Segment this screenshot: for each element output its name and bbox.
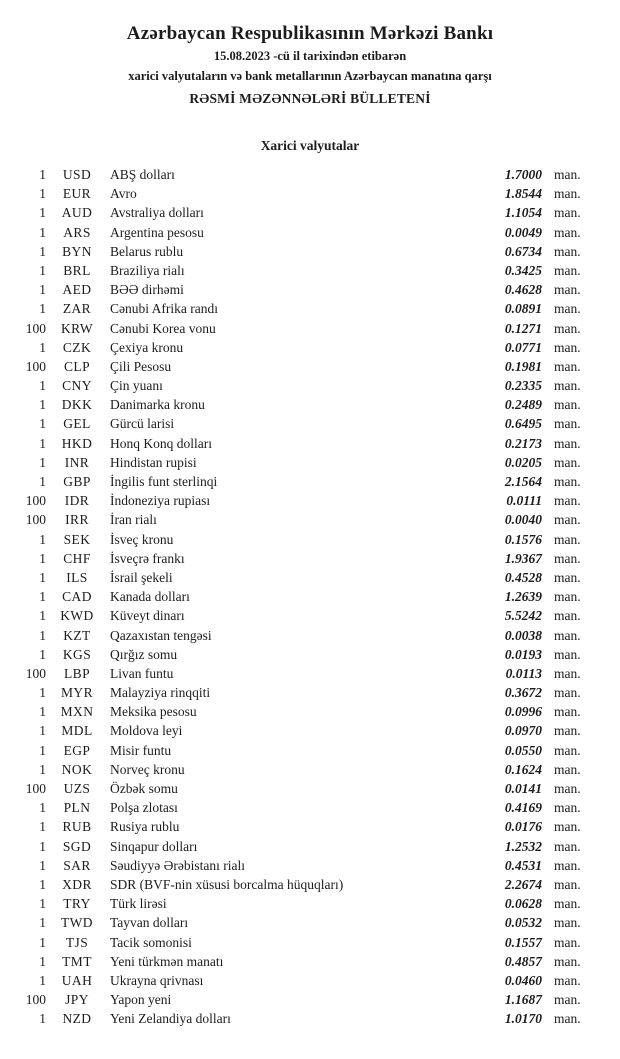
rate-value: 0.4169	[504, 800, 542, 816]
subject-line: xarici valyutaların və bank metallarının Azərbaycan manatına qarşı	[128, 69, 492, 83]
currency-name: Danimarka kronu	[110, 397, 205, 413]
currency-name: Belarus rublu	[110, 243, 184, 259]
currency-quantity: 1	[39, 627, 46, 643]
rate-value: 1.0170	[504, 1011, 542, 1027]
rate-value: 0.0891	[504, 301, 542, 317]
currency-code: CNY	[62, 378, 92, 394]
currency-code: TJS	[65, 934, 89, 950]
currency-name: Misir funtu	[110, 742, 172, 758]
unit-label: man.	[554, 569, 581, 585]
rate-value: 0.4628	[504, 282, 542, 298]
currency-code: ARS	[63, 224, 91, 240]
rate-value: 0.0532	[504, 915, 542, 931]
rate-value: 1.1687	[504, 992, 542, 1008]
currency-code: UZS	[63, 781, 91, 796]
currency-quantity: 1	[39, 723, 46, 739]
unit-label: man.	[554, 301, 581, 317]
rate-value: 0.0113	[505, 665, 542, 681]
rate-row	[0, 242, 620, 261]
currency-code: MXN	[60, 704, 94, 720]
rate-value: 0.0049	[504, 224, 542, 240]
rate-value: 0.0771	[504, 339, 542, 355]
rate-value: 1.8544	[504, 186, 542, 202]
rate-value: 0.0193	[504, 646, 542, 662]
unit-label: man.	[554, 454, 581, 470]
currency-code: TRY	[63, 896, 91, 912]
currency-name: Küveyt dinarı	[110, 608, 185, 624]
rate-value: 1.2639	[504, 589, 542, 605]
currency-name: Yeni Zelandiya dolları	[110, 1011, 231, 1027]
currency-name: İsveçrə frankı	[110, 550, 185, 566]
currency-quantity: 1	[39, 224, 46, 240]
rate-row	[0, 741, 620, 760]
currency-quantity: 1	[39, 397, 46, 413]
rate-value: 0.0038	[504, 627, 542, 643]
currency-code: GEL	[63, 416, 91, 432]
currency-quantity: 100	[25, 358, 46, 374]
currency-code: IDR	[64, 493, 90, 509]
currency-name: Sinqapur dolları	[110, 838, 198, 854]
currency-name: Avstraliya dolları	[110, 205, 204, 221]
currency-name: Cənubi Korea vonu	[110, 320, 216, 336]
currency-name: İsveç kronu	[110, 531, 174, 547]
rate-row	[0, 453, 620, 472]
unit-label: man.	[554, 378, 581, 394]
rate-row	[0, 510, 620, 529]
unit-label: man.	[554, 282, 581, 298]
currency-quantity: 1	[39, 896, 46, 912]
currency-code: NZD	[62, 1011, 92, 1027]
unit-label: man.	[554, 646, 581, 662]
rate-value: 0.0996	[504, 704, 542, 720]
unit-label: man.	[554, 876, 581, 892]
currency-code: TWD	[61, 915, 93, 931]
currency-quantity: 100	[25, 493, 46, 509]
currency-code: JPY	[65, 992, 89, 1008]
currency-name: Gürcü larisi	[110, 416, 175, 432]
currency-code: EGP	[63, 742, 91, 758]
exchange-rates-table	[0, 165, 620, 1028]
currency-quantity: 1	[39, 378, 46, 394]
rate-row	[0, 434, 620, 453]
rate-row	[0, 817, 620, 836]
rate-row	[0, 721, 620, 740]
currency-quantity: 100	[25, 665, 46, 681]
currency-code: CZK	[62, 339, 92, 355]
rate-value: 0.3672	[504, 685, 542, 701]
currency-name: Polşa zlotası	[110, 800, 178, 816]
rate-value: 0.1624	[504, 761, 542, 777]
rate-row	[0, 414, 620, 433]
effective-date-line: 15.08.2023 -cü il tarixindən etibarən	[213, 49, 407, 63]
currency-name: İndoneziya rupiası	[110, 493, 211, 509]
unit-label: man.	[554, 627, 581, 643]
unit-label: man.	[554, 339, 581, 355]
currency-name: Çexiya kronu	[110, 339, 184, 355]
rate-row	[0, 683, 620, 702]
rate-value: 0.6495	[504, 416, 542, 432]
currency-quantity: 1	[39, 243, 46, 259]
rate-row	[0, 952, 620, 971]
rate-row	[0, 798, 620, 817]
currency-quantity: 1	[39, 934, 46, 950]
rate-value: 0.0205	[504, 454, 542, 470]
currency-quantity: 1	[39, 838, 46, 854]
rate-row	[0, 338, 620, 357]
rate-row	[0, 203, 620, 222]
currency-name: Yeni türkmən manatı	[110, 953, 224, 969]
rate-row	[0, 971, 620, 990]
section-title-foreign-currencies: Xarici valyutalar	[260, 138, 360, 153]
unit-label: man.	[554, 550, 581, 566]
currency-code: AED	[62, 282, 92, 298]
rate-value: 0.1557	[504, 934, 542, 950]
rate-row	[0, 376, 620, 395]
unit-label: man.	[554, 972, 581, 988]
rate-value: 0.0176	[504, 819, 542, 835]
rate-row	[0, 261, 620, 280]
currency-code: UAH	[61, 972, 93, 988]
rate-row	[0, 568, 620, 587]
currency-code: RUB	[62, 819, 92, 835]
rate-value: 0.0141	[504, 781, 542, 796]
rate-value: 0.0460	[504, 972, 542, 988]
currency-code: ZAR	[62, 301, 92, 317]
rate-row	[0, 875, 620, 894]
rate-row	[0, 702, 620, 721]
currency-code: CLP	[64, 358, 90, 374]
rate-value: 0.0040	[504, 512, 542, 528]
currency-name: Çin yuanı	[110, 378, 163, 394]
rate-row	[0, 626, 620, 645]
unit-label: man.	[554, 608, 581, 624]
currency-quantity: 100	[25, 992, 46, 1008]
rate-row	[0, 395, 620, 414]
currency-quantity: 1	[39, 569, 46, 585]
unit-label: man.	[554, 761, 581, 777]
bulletin-title: RƏSMİ MƏZƏNNƏLƏRİ BÜLLETENİ	[189, 91, 431, 106]
currency-name: Özbək somu	[110, 781, 178, 796]
rate-row	[0, 223, 620, 242]
unit-label: man.	[554, 800, 581, 816]
currency-name: Avro	[110, 186, 137, 202]
currency-code: MYR	[61, 685, 93, 701]
currency-name: BƏƏ dirhəmi	[110, 282, 184, 298]
currency-code: GBP	[63, 474, 91, 489]
rate-value: 0.1981	[504, 358, 542, 374]
rate-row	[0, 894, 620, 913]
currency-code: BRL	[63, 262, 91, 278]
currency-code: IRR	[65, 512, 89, 528]
currency-code: SAR	[63, 857, 91, 873]
currency-code: SGD	[62, 838, 92, 854]
currency-quantity: 1	[39, 531, 46, 547]
currency-code: BYN	[62, 243, 92, 259]
currency-name: Çili Pesosu	[110, 358, 172, 374]
unit-label: man.	[554, 531, 581, 547]
rate-value: 0.6734	[504, 243, 542, 259]
rate-row	[0, 913, 620, 932]
rate-value: 2.2674	[504, 876, 542, 892]
unit-label: man.	[554, 1011, 581, 1027]
unit-label: man.	[554, 704, 581, 720]
currency-quantity: 1	[39, 205, 46, 221]
currency-quantity: 1	[39, 435, 46, 451]
currency-quantity: 1	[39, 416, 46, 432]
currency-code: ILS	[66, 569, 88, 585]
rate-row	[0, 587, 620, 606]
currency-name: Tacik somonisi	[110, 934, 192, 950]
currency-code: INR	[64, 454, 90, 470]
currency-quantity: 1	[39, 301, 46, 317]
unit-label: man.	[554, 512, 581, 528]
rate-row	[0, 779, 620, 798]
currency-quantity: 1	[39, 1011, 46, 1027]
currency-name: Qazaxıstan tengəsi	[110, 627, 212, 643]
bank-name-title: Azərbaycan Respublikasının Mərkəzi Bankı	[126, 23, 494, 44]
rate-row	[0, 280, 620, 299]
unit-label: man.	[554, 915, 581, 931]
currency-quantity: 100	[25, 320, 46, 336]
rate-value: 1.7000	[504, 167, 542, 182]
currency-name: Livan funtu	[110, 665, 174, 681]
rate-value: 0.1271	[504, 320, 542, 336]
unit-label: man.	[554, 857, 581, 873]
unit-label: man.	[554, 358, 581, 374]
currency-name: Malayziya rinqqiti	[110, 685, 211, 701]
currency-name: Honq Konq dolları	[110, 435, 212, 451]
unit-label: man.	[554, 838, 581, 854]
rate-value: 1.2532	[504, 838, 542, 854]
currency-name: ABŞ dolları	[110, 167, 175, 182]
currency-quantity: 1	[39, 685, 46, 701]
currency-name: Moldova leyi	[110, 723, 183, 739]
rate-row	[0, 549, 620, 568]
currency-quantity: 1	[39, 282, 46, 298]
rate-value: 0.4857	[504, 953, 542, 969]
currency-quantity: 1	[39, 800, 46, 816]
currency-code: EUR	[62, 186, 92, 202]
unit-label: man.	[554, 397, 581, 413]
unit-label: man.	[554, 186, 581, 202]
rate-row	[0, 357, 620, 376]
rate-value: 0.4531	[504, 857, 542, 873]
unit-label: man.	[554, 243, 581, 259]
currency-name: Yapon yeni	[110, 992, 172, 1008]
unit-label: man.	[554, 320, 581, 336]
currency-quantity: 1	[39, 608, 46, 624]
currency-code: LBP	[64, 665, 90, 681]
currency-name: Argentina pesosu	[110, 224, 204, 240]
currency-quantity: 1	[39, 857, 46, 873]
rate-value: 0.2489	[504, 397, 542, 413]
currency-name: İran rialı	[110, 512, 157, 528]
currency-name: Meksika pesosu	[110, 704, 197, 720]
currency-name: Rusiya rublu	[110, 819, 180, 835]
rate-value: 0.1576	[504, 531, 542, 547]
currency-name: Türk lirəsi	[110, 896, 167, 912]
unit-label: man.	[554, 781, 581, 796]
currency-quantity: 1	[39, 339, 46, 355]
currency-code: KRW	[61, 320, 93, 336]
currency-quantity: 100	[25, 781, 46, 796]
rate-row	[0, 645, 620, 664]
rate-value: 0.0111	[506, 493, 542, 509]
currency-quantity: 1	[39, 742, 46, 758]
rate-value: 5.5242	[504, 608, 542, 624]
unit-label: man.	[554, 665, 581, 681]
currency-quantity: 1	[39, 550, 46, 566]
currency-code: SEK	[63, 531, 91, 547]
currency-code: PLN	[63, 800, 91, 816]
unit-label: man.	[554, 685, 581, 701]
currency-quantity: 1	[39, 589, 46, 605]
rate-value: 0.0970	[504, 723, 542, 739]
currency-quantity: 1	[39, 474, 46, 489]
currency-name: SDR (BVF-nin xüsusi borcalma hüquqları)	[110, 876, 344, 892]
currency-code: NOK	[61, 761, 93, 777]
currency-quantity: 1	[39, 262, 46, 278]
rate-row	[0, 1009, 620, 1028]
currency-name: Ukrayna qrivnası	[110, 972, 204, 988]
rate-row	[0, 856, 620, 875]
rate-value: 0.4528	[504, 569, 542, 585]
currency-name: Cənubi Afrika randı	[110, 301, 218, 317]
currency-name: İngilis funt sterlinqi	[110, 474, 218, 489]
currency-quantity: 1	[39, 761, 46, 777]
rate-row	[0, 664, 620, 683]
currency-code: DKK	[61, 397, 93, 413]
currency-code: USD	[62, 167, 92, 182]
currency-name: Qırğız somu	[110, 646, 178, 662]
currency-name: İsrail şekeli	[110, 569, 173, 585]
currency-quantity: 100	[25, 512, 46, 528]
rate-row	[0, 933, 620, 952]
rate-value: 0.3425	[504, 262, 542, 278]
rate-value: 2.1564	[504, 474, 542, 489]
rate-row	[0, 319, 620, 338]
currency-name: Norveç kronu	[110, 761, 185, 777]
currency-quantity: 1	[39, 819, 46, 835]
rate-row	[0, 837, 620, 856]
currency-quantity: 1	[39, 953, 46, 969]
currency-code: KGS	[62, 646, 92, 662]
currency-quantity: 1	[39, 876, 46, 892]
rate-row	[0, 606, 620, 625]
currency-quantity: 1	[39, 704, 46, 720]
currency-name: Kanada dolları	[110, 589, 190, 605]
unit-label: man.	[554, 435, 581, 451]
rate-value: 1.9367	[504, 550, 542, 566]
currency-quantity: 1	[39, 972, 46, 988]
rate-row	[0, 299, 620, 318]
unit-label: man.	[554, 934, 581, 950]
unit-label: man.	[554, 205, 581, 221]
rate-row	[0, 530, 620, 549]
currency-code: CAD	[62, 589, 92, 605]
currency-code: TMT	[62, 953, 92, 969]
rate-row	[0, 491, 620, 510]
currency-name: Hindistan rupisi	[110, 454, 197, 470]
unit-label: man.	[554, 953, 581, 969]
currency-code: AUD	[61, 205, 93, 221]
currency-code: HKD	[61, 435, 93, 451]
currency-name: Tayvan dolları	[110, 915, 189, 931]
currency-code: KWD	[60, 608, 94, 624]
currency-quantity: 1	[39, 646, 46, 662]
unit-label: man.	[554, 896, 581, 912]
currency-name: Braziliya rialı	[110, 262, 185, 278]
rate-row	[0, 760, 620, 779]
currency-code: XDR	[62, 876, 92, 892]
currency-code: CHF	[63, 550, 91, 566]
currency-quantity: 1	[39, 454, 46, 470]
rate-value: 0.2335	[504, 378, 542, 394]
unit-label: man.	[554, 493, 581, 509]
currency-quantity: 1	[39, 167, 46, 182]
currency-quantity: 1	[39, 186, 46, 202]
unit-label: man.	[554, 992, 581, 1008]
rate-row	[0, 472, 620, 491]
unit-label: man.	[554, 262, 581, 278]
rate-row	[0, 990, 620, 1009]
unit-label: man.	[554, 474, 581, 489]
unit-label: man.	[554, 742, 581, 758]
unit-label: man.	[554, 167, 581, 182]
unit-label: man.	[554, 416, 581, 432]
bulletin-header	[0, 22, 620, 109]
currency-name: Səudiyyə Ərəbistanı rialı	[110, 857, 245, 873]
rate-value: 0.2173	[504, 435, 542, 451]
rate-row	[0, 184, 620, 203]
currency-quantity: 1	[39, 915, 46, 931]
unit-label: man.	[554, 589, 581, 605]
unit-label: man.	[554, 723, 581, 739]
unit-label: man.	[554, 819, 581, 835]
rate-value: 0.0628	[504, 896, 542, 912]
currency-code: KZT	[63, 627, 91, 643]
rate-value: 1.1054	[504, 205, 542, 221]
rate-row	[0, 165, 620, 184]
currency-code: MDL	[61, 723, 93, 739]
rate-value: 0.0550	[504, 742, 542, 758]
unit-label: man.	[554, 224, 581, 240]
